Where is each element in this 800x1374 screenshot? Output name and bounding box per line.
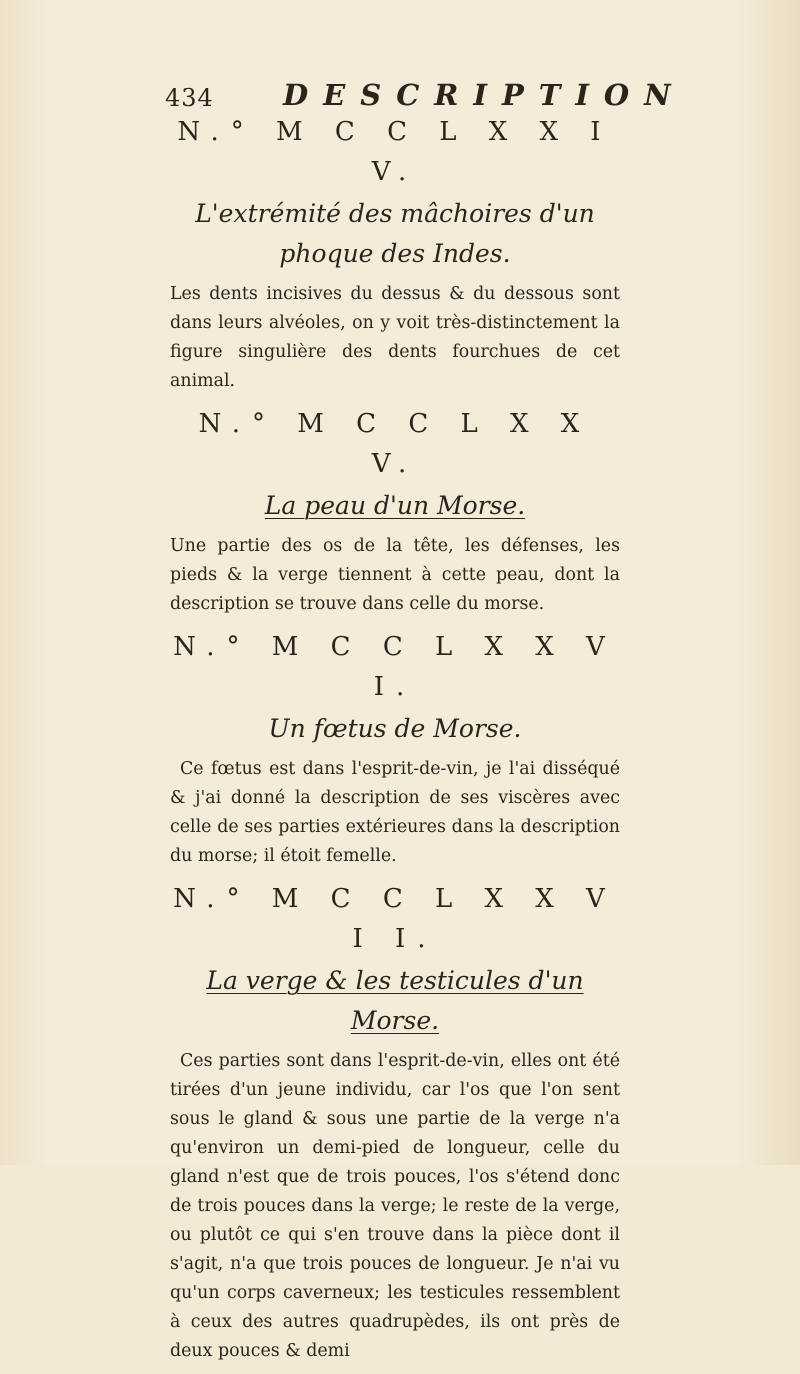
catalog-entry xyxy=(170,879,620,1366)
catalog-entry xyxy=(170,404,620,619)
entry-number: N.° M C C L X X V I. xyxy=(173,632,617,702)
entry-title: La verge & les testicules d'un Morse. xyxy=(206,966,584,1035)
entry-text: Ces parties sont dans l'esprit-de-vin, elles ont été tirées d'un jeune individu, car l'os que l'on sent sous le gland & sous une partie de la verge n'a qu'environ un demi-pied de longueur, celle du gland n'est que de trois pouces, l'os s'étend donc de trois pouces dans la verge; le reste de la verge, ou plutôt ce qui s'en trouve dans la pièce dont il s'agit, n'a que trois pouces de longueur. Je n'ai vu qu'un corps caverneux; les testicules ressemblent à ceux des autres quadrupèdes, ils ont près de deux pouces & demi xyxy=(170,1051,620,1361)
entry-number: N.° M C C L X X V. xyxy=(198,409,592,479)
entry-title: La peau d'un Morse. xyxy=(264,491,526,520)
entry-text: Ce fœtus est dans l'esprit-de-vin, je l'ai disséqué & j'ai donné la description de ses viscères avec celle de ses parties extérieures dans la description du morse; il étoit femelle. xyxy=(170,759,620,866)
page-number: 434 xyxy=(165,84,214,112)
catalog-entry xyxy=(170,112,620,396)
entry-text: Les dents incisives du dessus & du dessous sont dans leurs alvéoles, on y voit très-distinctement la figure singulière des dents fourchues de cet animal. xyxy=(170,284,620,391)
running-head: DESCRIPTION xyxy=(283,78,686,112)
entry-number: N.° M C C L X X I V. xyxy=(177,117,613,187)
entry-text: Une partie des os de la tête, les défenses, les pieds & la verge tiennent à cette peau, dont la description se trouve dans celle du morse. xyxy=(170,536,620,614)
entry-title: L'extrémité des mâchoires d'un phoque des Indes. xyxy=(195,199,595,268)
page-content xyxy=(170,112,620,1374)
entry-number: N.° M C C L X X V I I. xyxy=(173,884,617,954)
catalog-entry xyxy=(170,627,620,871)
entry-title: Un fœtus de Morse. xyxy=(268,714,522,743)
